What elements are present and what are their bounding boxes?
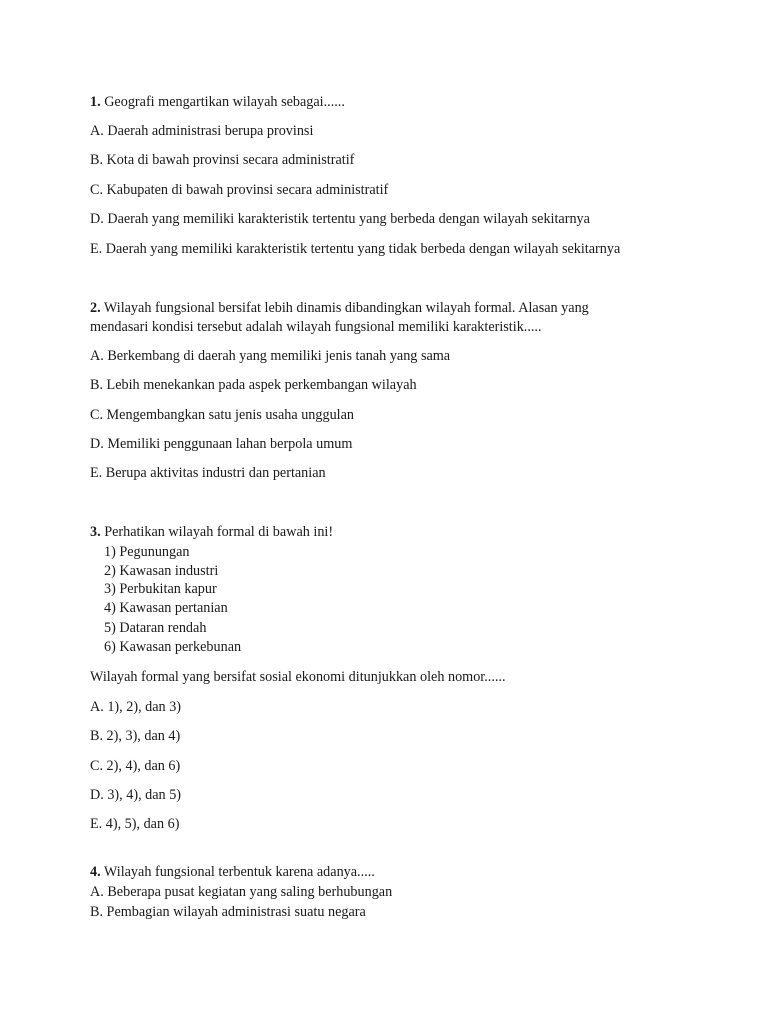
question-text: Perhatikan wilayah formal di bawah ini! bbox=[100, 524, 334, 540]
option-a: A. Berkembang di daerah yang memiliki jenis tanah yang sama bbox=[90, 348, 451, 364]
list-item: 6) Kawasan perkebunan bbox=[104, 639, 242, 655]
option-d: D. 3), 4), dan 5) bbox=[90, 787, 182, 803]
option-e: E. Daerah yang memiliki karakteristik tertentu yang tidak berbeda dengan wilayah sekitarnya bbox=[90, 241, 621, 257]
list-item: 5) Dataran rendah bbox=[104, 620, 207, 636]
option-e: E. Berupa aktivitas industri dan pertanian bbox=[90, 465, 326, 481]
option-e: E. 4), 5), dan 6) bbox=[90, 816, 180, 832]
question-number: 2. bbox=[90, 300, 101, 316]
option-b: B. Pembagian wilayah administrasi suatu negara bbox=[90, 904, 366, 920]
question-2-stem-continued: mendasari kondisi tersebut adalah wilayah fungsional memiliki karakteristik..... bbox=[90, 319, 542, 335]
option-d: D. Daerah yang memiliki karakteristik tertentu yang berbeda dengan wilayah sekitarnya bbox=[90, 211, 590, 227]
question-3-prompt: Wilayah formal yang bersifat sosial ekonomi ditunjukkan oleh nomor...... bbox=[90, 669, 506, 685]
question-number: 1. bbox=[90, 94, 101, 110]
list-item: 4) Kawasan pertanian bbox=[104, 600, 228, 616]
question-text: Wilayah fungsional terbentuk karena adanya..... bbox=[100, 864, 375, 880]
question-1-stem bbox=[90, 93, 345, 111]
option-c: C. Kabupaten di bawah provinsi secara administratif bbox=[90, 182, 389, 198]
option-c: C. 2), 4), dan 6) bbox=[90, 758, 181, 774]
question-number: 4. bbox=[90, 864, 101, 880]
list-item: 1) Pegunungan bbox=[104, 544, 190, 560]
list-item: 2) Kawasan industri bbox=[104, 563, 219, 579]
question-4-stem bbox=[90, 863, 375, 881]
question-2-stem bbox=[90, 299, 589, 317]
question-text: Wilayah fungsional bersifat lebih dinamis dibandingkan wilayah formal. Alasan yang bbox=[100, 300, 589, 316]
option-a: A. Beberapa pusat kegiatan yang saling berhubungan bbox=[90, 884, 393, 900]
option-d: D. Memiliki penggunaan lahan berpola umum bbox=[90, 436, 353, 452]
option-b: B. Lebih menekankan pada aspek perkembangan wilayah bbox=[90, 377, 417, 393]
option-c: C. Mengembangkan satu jenis usaha unggulan bbox=[90, 407, 354, 423]
question-number: 3. bbox=[90, 524, 101, 540]
option-a: A. Daerah administrasi berupa provinsi bbox=[90, 123, 314, 139]
option-b: B. Kota di bawah provinsi secara administratif bbox=[90, 152, 355, 168]
question-text: Geografi mengartikan wilayah sebagai...... bbox=[100, 94, 345, 110]
question-3-stem bbox=[90, 523, 333, 541]
list-item: 3) Perbukitan kapur bbox=[104, 581, 217, 597]
option-b: B. 2), 3), dan 4) bbox=[90, 728, 181, 744]
option-a: A. 1), 2), dan 3) bbox=[90, 699, 182, 715]
